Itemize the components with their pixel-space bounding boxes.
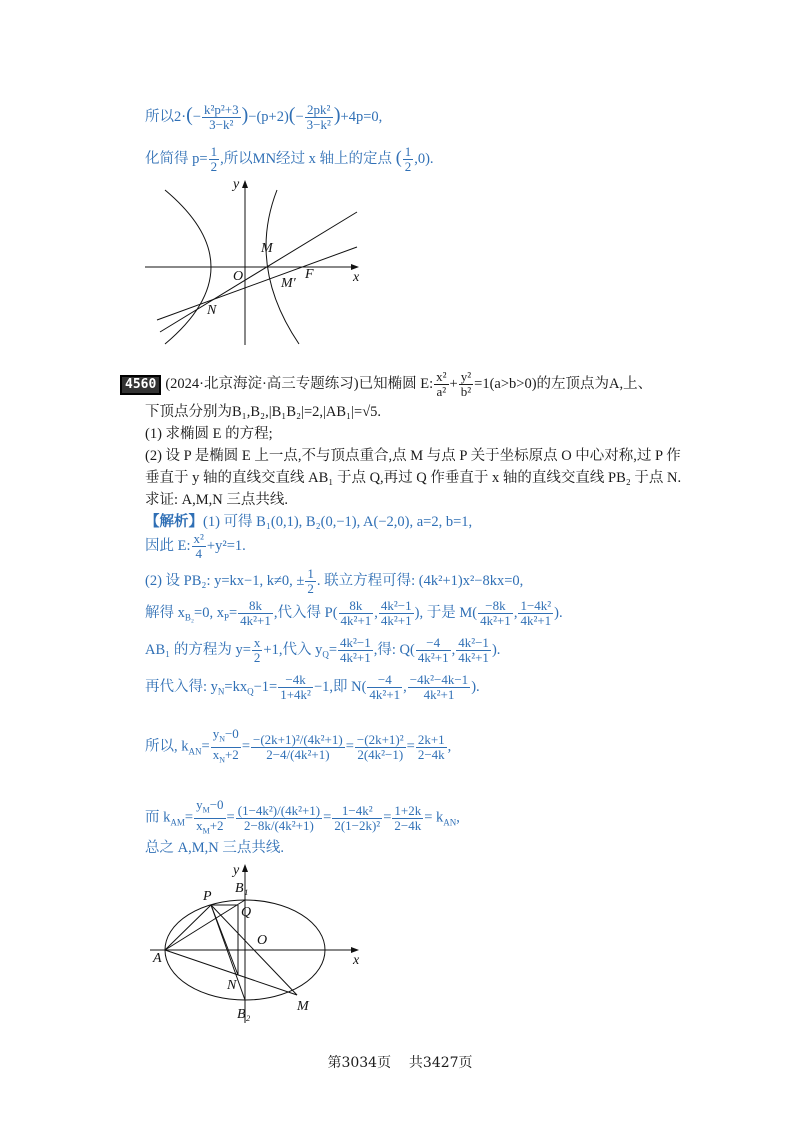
formula-line-2: 化简得 p= $\frac{1}{2}$ ,所以MN经过 x 轴上的定点 ( $\frac{1}{2}$ ,0). (145, 144, 434, 174)
text: +1,代入 y (263, 641, 323, 658)
fraction: $\frac{\text{x²}}{4}$ (193, 531, 204, 561)
label-m: M (261, 241, 273, 256)
solution-line-3 (145, 567, 523, 596)
numerator: 1 (210, 144, 218, 159)
text: ,代入得 P( (273, 604, 338, 621)
label-q: Q (241, 905, 252, 920)
denominator: 2 (404, 159, 412, 174)
text: = (228, 604, 238, 621)
fraction: $\frac{1}{2}$ (307, 566, 314, 596)
text: ,0). (414, 150, 434, 167)
label-n: N (207, 303, 217, 318)
problem-number: 4560 (120, 375, 161, 395)
text: 所以2· (145, 108, 187, 125)
line-nf (157, 247, 357, 320)
line-ap (165, 905, 211, 950)
solution-line-6: 再代入得: $y_N=kx_Q-1=$ $\frac{-4k}{\text{1+4k²}}$ −1,即 N( $\frac{-4}{\text{4k²+1}}$ , $\frac{\text{−4k²−4k−1}}{\text{4k²+1}}$ ). (145, 672, 480, 702)
label-x: x (353, 953, 360, 968)
text: 所以, k (145, 738, 189, 755)
text: = k (424, 809, 444, 826)
text: −(p+2) (248, 108, 289, 125)
solution-tag: 【解析】 (145, 514, 203, 530)
text: =0, x (194, 604, 224, 621)
label-o: O (257, 933, 268, 948)
label-y: y (233, 177, 240, 192)
text: +4p=0, (340, 108, 383, 125)
denominator: 2 (210, 159, 218, 174)
ellipse-figure (145, 858, 375, 1028)
solution-line-5: AB₁ 的方程为 y= $\frac{x}{2}$ +1,代入 $y_Q=$ $\frac{\text{4k²−1}}{\text{4k²+1}}$ ,得: Q( $\frac{-4}{\text{4k²+1}}$ , $\frac{\text{4k²−1}}{\text{4k²+1}}$ ). (145, 635, 501, 665)
label-o: O (233, 269, 244, 284)
text: (2) 设 PB₂: y=kx−1, k≠0, ± (145, 572, 305, 589)
text: −1= (253, 678, 278, 695)
question-2-a: (2) 设 P 是椭圆 E 上一点,不与顶点重合,点 M 与点 P 关于坐标原点 O 中心对称,过 P 作 (145, 448, 681, 464)
denominator: 3−k² (209, 117, 234, 132)
page-total: 共3427页 (408, 1055, 473, 1071)
label-a: A (153, 951, 162, 966)
solution-line-8: 而 $k_{AM}=$ $\frac{y_M-0}{x_M+2}$ = $\frac{\text{(1−4k²)/(4k²+1)}}{\text{2−8k/(4k²+1)}}$ = $\frac{\text{1−4k²}}{\text{2(1−2k)²}}$ = $\frac{1+2k}{2-4k}$ = $k_{AN}$, (145, 797, 460, 836)
text: AB₁ 的方程为 y= (145, 641, 251, 658)
question-2-c: 求证: A,M,N 三点共线. (145, 492, 288, 508)
question-2-b: 垂直于 y 轴的直线交直线 AB₁ 于点 Q,再过 Q 作垂直于 x 轴的直线交直线 PB₂ 于点 N. (145, 470, 682, 486)
y-axis-arrow (242, 180, 248, 188)
label-y: y (233, 863, 240, 878)
text: (2024·北京海淀·高三专题练习)已知椭圆 E: (165, 375, 434, 392)
text: ,得: Q( (373, 641, 415, 658)
text: 解得 x (145, 604, 185, 621)
question-1: (1) 求椭圆 E 的方程; (145, 426, 273, 442)
text: +y²=1. (206, 537, 246, 554)
label-b2: B₂ (237, 1007, 251, 1022)
text: ,所以MN经过 x 轴上的定点 (220, 150, 393, 167)
hyperbola-figure (145, 170, 375, 350)
fraction: $\frac{\text{y²}}{\text{b²}}$ (460, 369, 472, 399)
fraction: $\frac{\text{x²}}{\text{a²}}$ (436, 369, 447, 399)
formula-line-1: 所以2·(− $\frac{\text{k²p²+3}}{\text{3−k²}}$ )−(p+2)(− $\frac{\text{2pk²}}{\text{3−k²}}$ )+4p=0, (145, 102, 383, 132)
numerator: 2pk² (305, 103, 333, 118)
label-m: M (297, 999, 309, 1014)
denominator: 3−k² (306, 117, 331, 132)
text: . 联立方程可得: (4k²+1)x²−8kx=0, (316, 572, 524, 589)
text: ), 于是 M( (414, 604, 478, 621)
problem-line-2: 下顶点分别为B₁,B₂,|B₁B₂|=2,|AB₁|=√5. (145, 404, 382, 420)
text: =kx (224, 678, 248, 695)
solution-line-9: 总之 A,M,N 三点共线. (145, 840, 284, 856)
numerator: 1 (404, 144, 412, 159)
label-m-prime: M′ (281, 276, 296, 291)
label-x: x (353, 270, 360, 285)
solution-line-4: 解得 $x_{B_2}=0$, $x_P=$ $\frac{8k}{\text{4k²+1}}$ ,代入得 P( $\frac{8k}{\text{4k²+1}}$ , $\frac{\text{4k²−1}}{\text{4k²+1}}$ ), 于是 M( $\frac{-8k}{\text{4k²+1}}$ , $\frac{\text{1−4k²}}{\text{4k²+1}}$ ). (145, 598, 563, 628)
text: 化简得 p= (145, 150, 208, 167)
text: , (456, 809, 460, 826)
text: , (447, 738, 452, 755)
solution-line-1 (145, 512, 472, 532)
label-f: F (305, 267, 314, 282)
label-n: N (227, 978, 237, 993)
line-ab1 (165, 900, 245, 950)
label-p: P (203, 889, 212, 904)
page-footer (0, 1052, 800, 1072)
text: 而 k (145, 809, 171, 826)
problem-header: 4560 (2024·北京海淀·高三专题练习)已知椭圆 E: $\frac{\text{x²}}{\text{a²}}$ + $\frac{\text{y²}}{\text{b²}}$ =1(a>b>0)的左顶点为A,上、 (120, 370, 652, 399)
line-mn (160, 212, 357, 332)
fraction (202, 103, 241, 132)
page-number: 第3034页 (327, 1055, 392, 1071)
fraction (305, 103, 333, 132)
fraction (403, 145, 414, 174)
line-pn (211, 905, 238, 975)
text: (1) 可得 B₁(0,1), B₂(0,−1), A(−2,0), a=2, b=1, (203, 514, 473, 530)
y-axis-arrow (242, 864, 248, 872)
text: =1(a>b>0)的左顶点为A,上、 (474, 375, 653, 392)
text: 再代入得: y (145, 678, 218, 695)
text: 因此 E: (145, 537, 191, 554)
text: = (328, 641, 338, 658)
label-b1: B₁ (235, 881, 249, 896)
numerator: k²p²+3 (203, 102, 239, 117)
text: −1,即 N( (313, 678, 367, 695)
solution-line-2 (145, 532, 246, 561)
solution-line-7: 所以, $k_{AN}=$ $\frac{y_N-0}{x_N+2}$ = $\frac{\text{−(2k+1)²/(4k²+1)}}{\text{2−4/(4k²+1)}}$ = $\frac{\text{−(2k+1)²}}{\text{2(4k²−1)}}$ = $\frac{2k+1}{2-4k}$ , (145, 726, 452, 765)
